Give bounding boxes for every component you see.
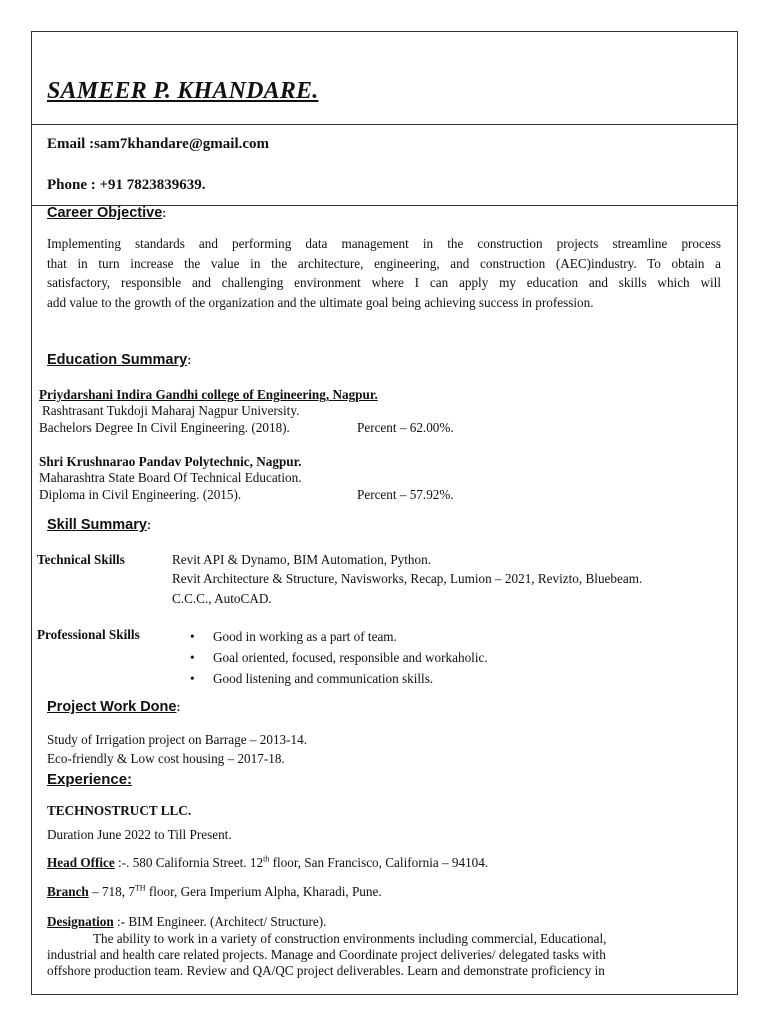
head-office-pre: :-. 580 California Street. 12	[114, 855, 264, 870]
project-work-colon: :	[176, 700, 181, 714]
education-percent: Percent – 57.92%.	[357, 487, 454, 502]
education-board: Rashtrasant Tukdoji Maharaj Nagpur University.	[42, 403, 300, 418]
technical-skill-line: Revit API & Dynamo, BIM Automation, Python.	[172, 552, 431, 567]
branch	[47, 884, 382, 900]
education-college: Priydarshani Indira Gandhi college of Engineering, Nagpur.	[39, 387, 378, 402]
branch-label: Branch	[47, 884, 89, 899]
branch-post: floor, Gera Imperium Alpha, Kharadi, Pune.	[145, 884, 382, 899]
phone-line: Phone : +91 7823839639.	[47, 177, 206, 193]
professional-skills-list	[190, 626, 488, 689]
head-office-label: Head Office	[47, 855, 115, 870]
education-degree: Bachelors Degree In Civil Engineering. (2018).	[39, 420, 290, 435]
career-line: that in turn increase the value in the architecture, engineering, and construction (AEC)industry. To obtain a	[47, 255, 721, 271]
career-line: satisfactory, responsible and challenging environment where I can apply my education and skills which will	[47, 275, 721, 290]
technical-skill-line: C.C.C., AutoCAD.	[172, 591, 272, 606]
company-name: TECHNOSTRUCT LLC.	[47, 803, 192, 818]
career-line: add value to the growth of the organization and the ultimate goal being achieving success in profession.	[47, 294, 594, 310]
career-objective-colon: :	[162, 206, 167, 220]
career-objective-text	[47, 234, 721, 312]
professional-skills-label: Professional Skills	[37, 627, 140, 642]
candidate-name: SAMEER P. KHANDARE.	[47, 78, 319, 104]
experience-line: industrial and health care related projects. Manage and Coordinate project deliveries/ delegated tasks with	[47, 947, 606, 962]
education-colon: :	[187, 353, 192, 367]
designation	[47, 914, 326, 930]
experience-line	[47, 931, 703, 947]
head-office	[47, 855, 488, 871]
list-item: • Good listening and communication skills.	[190, 668, 488, 689]
career-objective-heading	[47, 205, 166, 221]
branch-sup: TH	[134, 883, 146, 893]
experience-line-text: The ability to work in a variety of construction environments including commercial, Educational,	[93, 931, 607, 946]
experience-title: Experience:	[47, 771, 133, 788]
list-item: • Good in working as a part of team.	[190, 626, 488, 647]
designation-label: Designation	[47, 914, 114, 929]
experience-line: offshore production team. Review and QA/QC project deliverables. Learn and demonstrate proficiency in	[47, 963, 605, 978]
header-divider	[31, 124, 738, 125]
project-work-title: Project Work Done	[47, 699, 177, 715]
head-office-sup: th	[263, 854, 270, 864]
experience-heading	[47, 771, 132, 788]
designation-value: :- BIM Engineer. (Architect/ Structure).	[113, 914, 327, 929]
education-percent: Percent – 62.00%.	[357, 420, 454, 435]
project-item: Study of Irrigation project on Barrage – 2013-14.	[47, 732, 308, 747]
branch-pre: – 718, 7	[88, 884, 135, 899]
education-board: Maharashtra State Board Of Technical Education.	[39, 470, 302, 485]
technical-skill-line: Revit Architecture & Structure, Navisworks, Recap, Lumion – 2021, Revizto, Bluebeam.	[172, 571, 643, 586]
education-degree: Diploma in Civil Engineering. (2015).	[39, 487, 242, 502]
technical-skills-label: Technical Skills	[37, 552, 125, 567]
email-value: :sam7khandare@gmail.com	[89, 136, 270, 152]
experience-description	[47, 931, 703, 979]
skill-summary-title: Skill Summary	[47, 517, 147, 533]
page-border	[31, 31, 738, 995]
email-line	[47, 136, 269, 153]
skill-summary-heading	[47, 517, 151, 533]
career-line: Implementing standards and performing data management in the construction projects streamline process	[47, 236, 721, 251]
education-heading	[47, 352, 191, 368]
project-item: Eco-friendly & Low cost housing – 2017-18.	[47, 751, 285, 766]
career-objective-title: Career Objective	[47, 205, 163, 221]
education-college: Shri Krushnarao Pandav Polytechnic, Nagpur.	[39, 454, 302, 469]
skill-summary-colon: :	[146, 518, 151, 532]
email-label: Email	[47, 136, 86, 152]
project-work-heading	[47, 699, 180, 715]
education-title: Education Summary	[47, 352, 188, 368]
head-office-post: floor, San Francisco, California – 94104.	[269, 855, 489, 870]
duration: Duration June 2022 to Till Present.	[47, 827, 232, 842]
list-item: • Goal oriented, focused, responsible and workaholic.	[190, 647, 488, 668]
